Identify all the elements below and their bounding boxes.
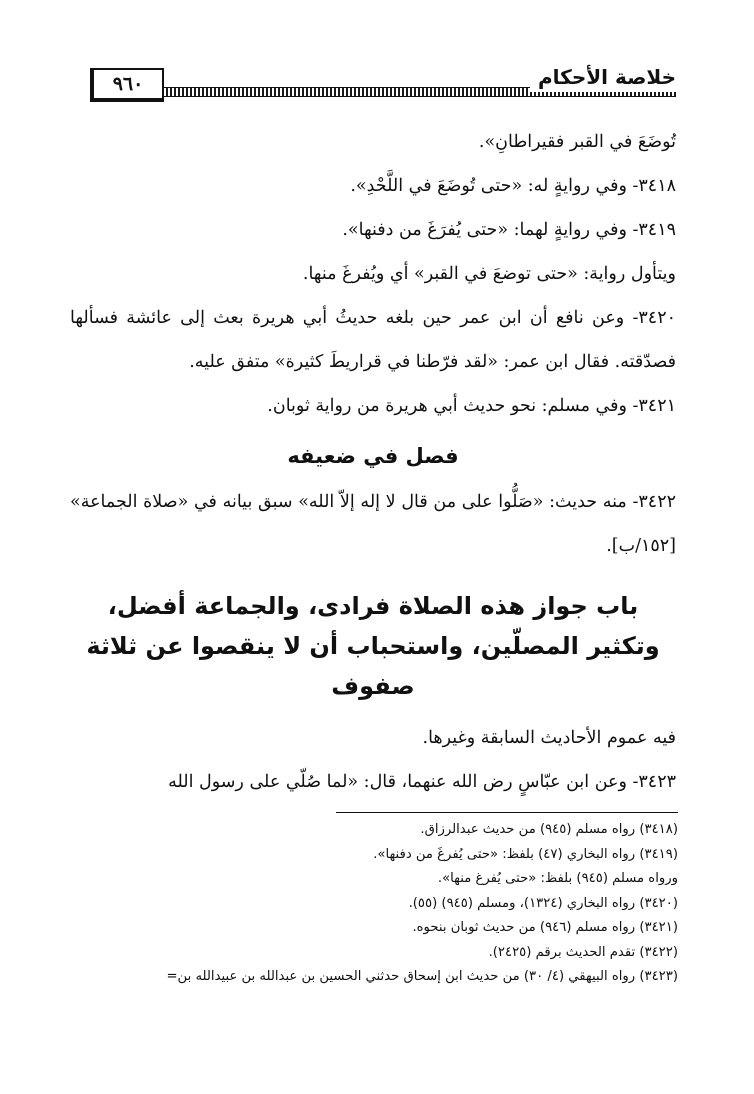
footnote: (٣٤٢٠) رواه البخاري (١٣٢٤)، ومسلم (٩٤٥) (٥٥). xyxy=(408,895,678,911)
footnote: ورواه مسلم (٩٤٥) بلفظ: «حتى يُفرغ منها». xyxy=(437,871,678,886)
text-line: تُوضَعَ في القبر فقيراطانِ». xyxy=(478,132,676,152)
footnote: (٣٤٢١) رواه مسلم (٩٤٦) من حديث ثوبان بنحوه. xyxy=(412,920,678,935)
footnote: (٣٤٢٢) تقدم الحديث برقم (٢٤٢٥). xyxy=(488,944,678,960)
hadith-3418: ٣٤١٨- وفي روايةٍ له: «حتى تُوضَعَ في اللَّحْدِ». xyxy=(350,176,676,196)
hadith-3422: ٣٤٢٢- منه حديث: «صَلُّوا على من قال لا إله إلاّ الله» سبق بيانه في «صلاة الجماعة» [١٥٢/ب]. xyxy=(70,492,676,556)
section-title: فصل في ضعيفه xyxy=(287,444,459,468)
footnote-rule xyxy=(336,812,678,813)
hadith-3421: ٣٤٢١- وفي مسلم: نحو حديث أبي هريرة من رواية ثوبان. xyxy=(267,396,676,416)
text-line: فيه عموم الأحاديث السابقة وغيرها. xyxy=(422,728,676,748)
chapter-title-line: وتكثير المصلّين، واستحباب أن لا ينقصوا عن ثلاثة صفوف xyxy=(86,632,660,700)
running-header xyxy=(70,62,676,106)
chapter-title-line: باب جواز هذه الصلاة فرادى، والجماعة أفضل، xyxy=(107,592,639,620)
hadith-3419: ٣٤١٩- وفي روايةٍ لهما: «حتى يُفرَغَ من دفنها». xyxy=(342,220,676,240)
hadith-3423: ٣٤٢٣- وعن ابن عبّاسٍ رض الله عنهما، قال: «لما صُلّي على رسول الله xyxy=(168,772,676,792)
hadith-3420: ٣٤٢٠- وعن نافع أن ابن عمر حين بلغه حديثُ أبي هريرة بعث إلى عائشة فسألها فصدّقته. فقال ابن عمر: «لقد فرّطنا في قراريطَ كثيرة» متفق عليه. xyxy=(70,308,676,372)
footnote: (٣٤٢٣) رواه البيهقي (٤/ ٣٠) من حديث ابن إسحاق حدثني الحسين بن عبدالله بن عبيدالله بن= xyxy=(166,969,678,984)
main-text xyxy=(70,120,676,804)
footnotes xyxy=(60,818,678,990)
footnote: (٣٤١٩) رواه البخاري (٤٧) بلفظ: «حتى يُفرغَ من دفنها». xyxy=(373,846,678,862)
page-number: ٩٦٠ xyxy=(90,68,164,102)
book-title: خلاصة الأحكام xyxy=(530,62,676,92)
chapter-title xyxy=(70,586,676,706)
text-line: ويتأول رواية: «حتى توضعَ في القبر» أي ويُفرغَ منها. xyxy=(302,264,676,284)
footnote: (٣٤١٨) رواه مسلم (٩٤٥) من حديث عبدالرزاق. xyxy=(420,822,678,837)
